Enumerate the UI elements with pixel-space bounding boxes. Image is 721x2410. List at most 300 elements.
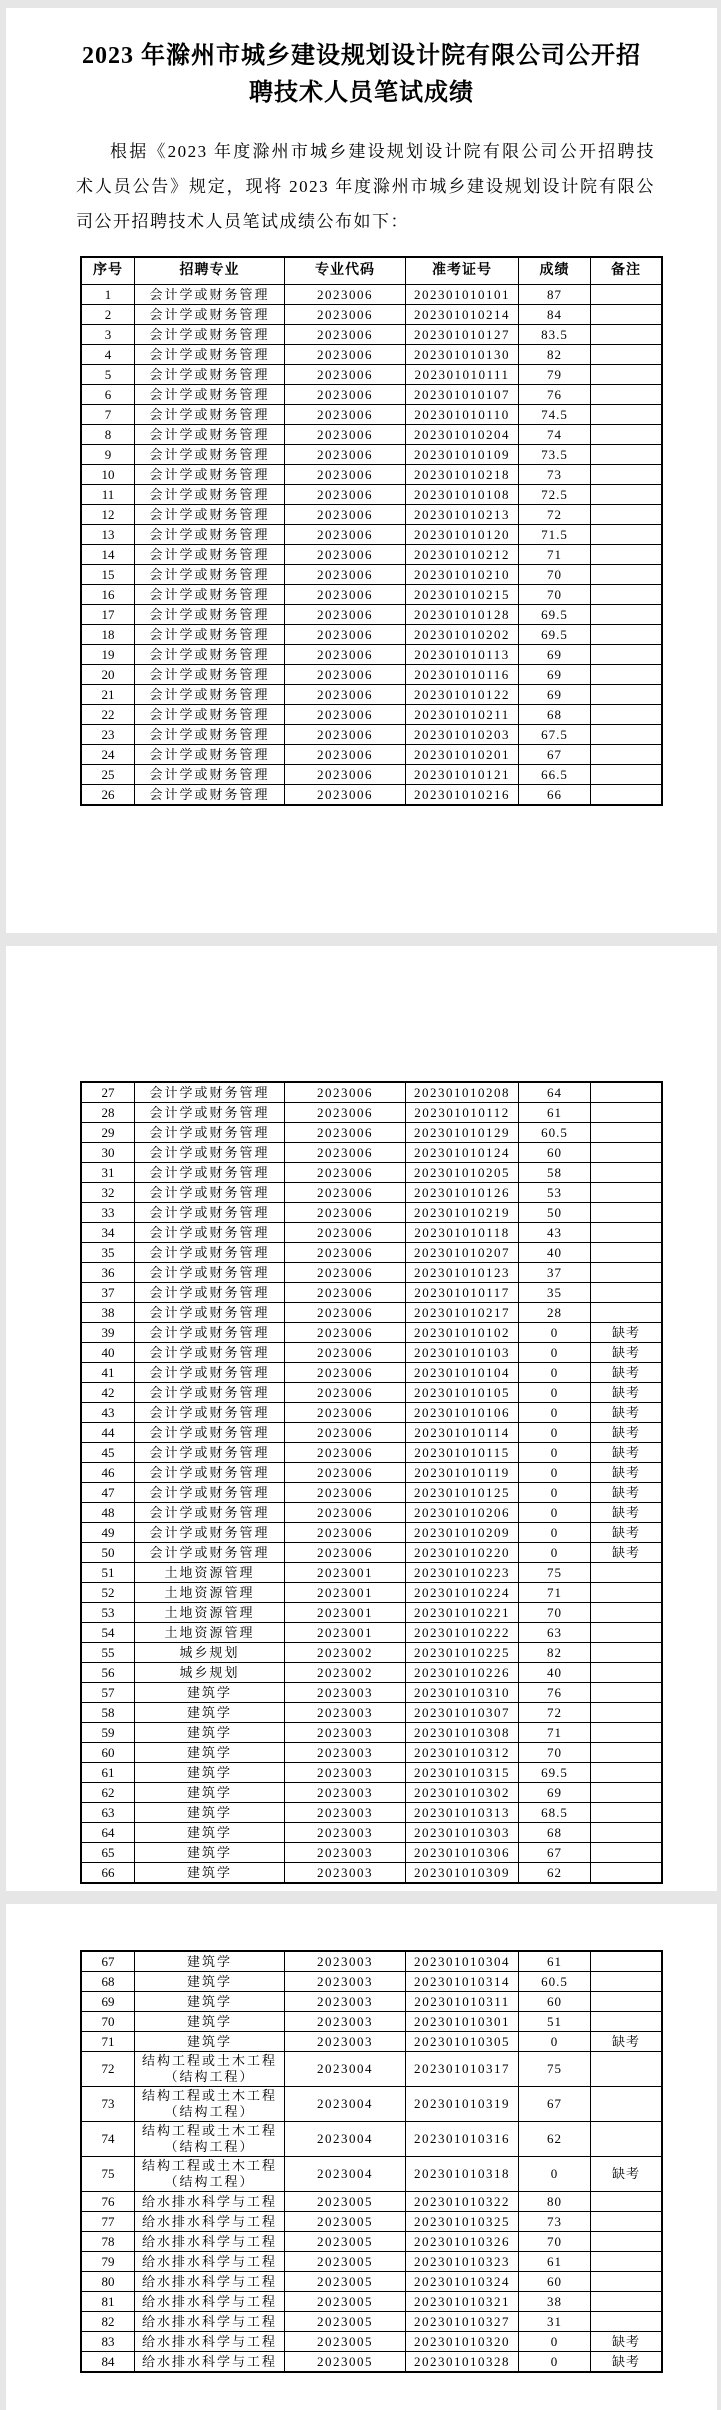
table-cell: 缺考	[591, 1323, 663, 1343]
table-cell: 202301010101	[406, 285, 519, 305]
document-page-1	[6, 8, 717, 933]
table-cell: 会计学或财务管理	[135, 1223, 285, 1243]
table-cell: 2023003	[285, 1683, 406, 1703]
table-cell: 会计学或财务管理	[135, 545, 285, 565]
table-cell: 会计学或财务管理	[135, 1103, 285, 1123]
document-title: 2023 年滁州市城乡建设规划设计院有限公司公开招聘技术人员笔试成绩	[82, 43, 641, 106]
table-cell	[591, 1663, 663, 1683]
table-cell: 2023006	[285, 525, 406, 545]
table-cell: 2023005	[285, 2352, 406, 2373]
table-cell: 42	[81, 1383, 135, 1403]
table-cell: 84	[81, 2352, 135, 2373]
table-cell: 202301010312	[406, 1743, 519, 1763]
table-cell: 0	[519, 2157, 591, 2192]
table-cell: 建筑学	[135, 2032, 285, 2052]
table-cell: 63	[519, 1623, 591, 1643]
table-row	[81, 625, 662, 645]
table-cell	[591, 1183, 663, 1203]
table-cell: 0	[519, 2032, 591, 2052]
table-cell: 会计学或财务管理	[135, 1183, 285, 1203]
table-row	[81, 785, 662, 806]
table-row	[81, 1763, 662, 1783]
table-cell: 2023006	[285, 1343, 406, 1363]
table-cell: 2023003	[285, 1803, 406, 1823]
table-cell: 会计学或财务管理	[135, 1523, 285, 1543]
table-cell: 会计学或财务管理	[135, 1303, 285, 1323]
table-cell: 202301010116	[406, 665, 519, 685]
table-cell	[591, 1703, 663, 1723]
table-row	[81, 1951, 662, 1972]
table-cell: 78	[81, 2232, 135, 2252]
table-cell: 0	[519, 1463, 591, 1483]
table-cell: 14	[81, 545, 135, 565]
table-cell	[591, 1143, 663, 1163]
table-cell: 结构工程或土木工程（结构工程）	[135, 2087, 285, 2122]
table-cell: 2023004	[285, 2087, 406, 2122]
table-cell: 60.5	[519, 1972, 591, 1992]
table-row	[81, 1683, 662, 1703]
table-cell: 27	[81, 1082, 135, 1103]
table-cell: 0	[519, 1343, 591, 1363]
table-cell: 77	[81, 2212, 135, 2232]
table-cell: 202301010103	[406, 1343, 519, 1363]
table-cell: 0	[519, 1363, 591, 1383]
scores-table-page-1	[80, 256, 663, 806]
table-cell: 202301010310	[406, 1683, 519, 1703]
table-cell	[591, 1223, 663, 1243]
table-cell	[591, 565, 663, 585]
table-header-row	[81, 257, 662, 285]
table-row	[81, 565, 662, 585]
table-cell: 2023001	[285, 1583, 406, 1603]
table-cell: 2023006	[285, 465, 406, 485]
table-cell: 土地资源管理	[135, 1603, 285, 1623]
table-cell: 202301010129	[406, 1123, 519, 1143]
table-cell: 70	[519, 2232, 591, 2252]
table-row	[81, 1463, 662, 1483]
table-row	[81, 1263, 662, 1283]
page-gap	[0, 1891, 721, 1904]
table-cell: 会计学或财务管理	[135, 1163, 285, 1183]
table-cell: 2023006	[285, 1443, 406, 1463]
table-row	[81, 2052, 662, 2087]
table-cell: 建筑学	[135, 1843, 285, 1863]
table-cell: 土地资源管理	[135, 1563, 285, 1583]
table-cell: 4	[81, 345, 135, 365]
table-cell: 67	[519, 1843, 591, 1863]
table-cell: 60	[519, 1992, 591, 2012]
table-cell: 给水排水科学与工程	[135, 2272, 285, 2292]
table-cell: 202301010322	[406, 2192, 519, 2212]
table-cell: 会计学或财务管理	[135, 1203, 285, 1223]
table-row	[81, 605, 662, 625]
table-cell: 202301010111	[406, 365, 519, 385]
table-cell: 32	[81, 1183, 135, 1203]
table-cell: 会计学或财务管理	[135, 765, 285, 785]
table-cell	[591, 2122, 663, 2157]
table-cell	[591, 645, 663, 665]
table-cell: 51	[519, 2012, 591, 2032]
table-cell: 28	[519, 1303, 591, 1323]
table-cell: 64	[519, 1082, 591, 1103]
table-cell: 202301010121	[406, 765, 519, 785]
table-cell	[591, 1723, 663, 1743]
table-cell: 2023006	[285, 765, 406, 785]
table-row	[81, 385, 662, 405]
table-cell: 缺考	[591, 1343, 663, 1363]
table-cell: 2	[81, 305, 135, 325]
table-cell: 58	[519, 1163, 591, 1183]
table-cell: 202301010303	[406, 1823, 519, 1843]
table-cell: 202301010328	[406, 2352, 519, 2373]
table-cell: 会计学或财务管理	[135, 1143, 285, 1163]
table-row	[81, 1743, 662, 1763]
table-cell: 缺考	[591, 1523, 663, 1543]
table-cell	[591, 2087, 663, 2122]
table-cell	[591, 385, 663, 405]
table-cell: 建筑学	[135, 1683, 285, 1703]
table-cell: 2023003	[285, 1992, 406, 2012]
table-row	[81, 2312, 662, 2332]
table-cell	[591, 1951, 663, 1972]
table-cell: 60.5	[519, 1123, 591, 1143]
table-cell: 给水排水科学与工程	[135, 2352, 285, 2373]
table-row	[81, 305, 662, 325]
table-cell: 会计学或财务管理	[135, 305, 285, 325]
table-cell: 0	[519, 1323, 591, 1343]
table-cell: 2023006	[285, 665, 406, 685]
table-cell	[591, 785, 663, 806]
table-cell: 71	[519, 1583, 591, 1603]
table-cell: 2023006	[285, 405, 406, 425]
table-cell: 61	[519, 1951, 591, 1972]
table-cell: 建筑学	[135, 1763, 285, 1783]
table-cell: 202301010220	[406, 1543, 519, 1563]
table-cell	[591, 1843, 663, 1863]
table-cell: 71	[519, 1723, 591, 1743]
table-cell: 69.5	[519, 605, 591, 625]
table-cell: 37	[81, 1283, 135, 1303]
table-cell: 69	[519, 1783, 591, 1803]
table-row	[81, 665, 662, 685]
table-cell: 31	[81, 1163, 135, 1183]
table-cell: 202301010203	[406, 725, 519, 745]
table-cell: 给水排水科学与工程	[135, 2332, 285, 2352]
table-cell: 18	[81, 625, 135, 645]
table-cell: 202301010124	[406, 1143, 519, 1163]
table-cell	[591, 525, 663, 545]
table-cell: 会计学或财务管理	[135, 585, 285, 605]
viewer-top-margin	[0, 0, 721, 8]
table-cell: 202301010106	[406, 1403, 519, 1423]
table-cell: 73.5	[519, 445, 591, 465]
table-cell: 67	[519, 745, 591, 765]
table-row	[81, 1343, 662, 1363]
table-cell: 2023005	[285, 2232, 406, 2252]
table-cell: 0	[519, 1483, 591, 1503]
table-cell: 34	[81, 1223, 135, 1243]
table-row	[81, 1803, 662, 1823]
table-cell: 38	[81, 1303, 135, 1323]
table-cell: 202301010207	[406, 1243, 519, 1263]
table-cell: 2023006	[285, 305, 406, 325]
table-cell: 75	[519, 1563, 591, 1583]
column-header: 招聘专业	[135, 257, 285, 285]
table-cell: 48	[81, 1503, 135, 1523]
table-row	[81, 2352, 662, 2373]
table-cell: 71.5	[519, 525, 591, 545]
table-cell: 2023001	[285, 1603, 406, 1623]
table-cell: 建筑学	[135, 1863, 285, 1884]
table-cell: 202301010112	[406, 1103, 519, 1123]
table-cell: 城乡规划	[135, 1643, 285, 1663]
table-row	[81, 1483, 662, 1503]
table-cell: 2023006	[285, 705, 406, 725]
table-cell: 10	[81, 465, 135, 485]
table-cell: 202301010127	[406, 325, 519, 345]
table-cell: 给水排水科学与工程	[135, 2192, 285, 2212]
table-cell: 2023006	[285, 445, 406, 465]
table-cell	[591, 725, 663, 745]
table-cell: 71	[519, 545, 591, 565]
table-cell: 202301010326	[406, 2232, 519, 2252]
table-row	[81, 1583, 662, 1603]
table-cell: 2023006	[285, 1423, 406, 1443]
table-cell: 23	[81, 725, 135, 745]
table-cell	[591, 625, 663, 645]
table-cell: 67	[81, 1951, 135, 1972]
table-cell	[591, 305, 663, 325]
table-cell: 2023006	[285, 1163, 406, 1183]
table-cell: 2023003	[285, 1723, 406, 1743]
table-cell: 76	[519, 385, 591, 405]
table-cell	[591, 1992, 663, 2012]
table-cell: 会计学或财务管理	[135, 1483, 285, 1503]
table-cell: 2023001	[285, 1623, 406, 1643]
table-cell: 202301010202	[406, 625, 519, 645]
document-page-3	[6, 1904, 717, 2410]
table-cell	[591, 285, 663, 305]
table-cell: 35	[519, 1283, 591, 1303]
column-header: 专业代码	[285, 257, 406, 285]
table-cell: 建筑学	[135, 1823, 285, 1843]
table-cell: 2023006	[285, 1143, 406, 1163]
table-cell: 2023006	[285, 605, 406, 625]
table-cell: 2023006	[285, 1503, 406, 1523]
table-cell: 73	[519, 465, 591, 485]
table-row	[81, 585, 662, 605]
column-header: 备注	[591, 257, 663, 285]
table-row	[81, 2032, 662, 2052]
table-cell: 81	[81, 2292, 135, 2312]
table-cell: 给水排水科学与工程	[135, 2232, 285, 2252]
table-cell: 2023006	[285, 285, 406, 305]
table-cell: 2023005	[285, 2292, 406, 2312]
table-cell	[591, 1603, 663, 1623]
table-cell	[591, 365, 663, 385]
table-cell: 会计学或财务管理	[135, 745, 285, 765]
table-cell: 会计学或财务管理	[135, 1443, 285, 1463]
table-cell: 2023006	[285, 505, 406, 525]
table-cell	[591, 705, 663, 725]
table-cell: 69	[519, 665, 591, 685]
table-row	[81, 365, 662, 385]
table-cell: 缺考	[591, 1483, 663, 1503]
table-cell	[591, 2232, 663, 2252]
table-row	[81, 1203, 662, 1223]
table-row	[81, 1523, 662, 1543]
table-cell: 2023006	[285, 1383, 406, 1403]
table-cell: 2023006	[285, 785, 406, 806]
table-cell	[591, 2292, 663, 2312]
table-cell: 城乡规划	[135, 1663, 285, 1683]
table-cell: 82	[519, 345, 591, 365]
table-row	[81, 485, 662, 505]
table-cell: 7	[81, 405, 135, 425]
table-cell: 55	[81, 1643, 135, 1663]
table-cell	[591, 1763, 663, 1783]
table-cell: 202301010105	[406, 1383, 519, 1403]
table-cell: 202301010309	[406, 1863, 519, 1884]
table-row	[81, 705, 662, 725]
table-cell: 12	[81, 505, 135, 525]
table-row	[81, 765, 662, 785]
table-cell: 会计学或财务管理	[135, 485, 285, 505]
table-cell: 2023006	[285, 1103, 406, 1123]
table-cell	[591, 2212, 663, 2232]
table-cell: 202301010125	[406, 1483, 519, 1503]
table-cell: 202301010222	[406, 1623, 519, 1643]
table-cell	[591, 2192, 663, 2212]
column-header: 序号	[81, 257, 135, 285]
table-cell: 202301010321	[406, 2292, 519, 2312]
table-cell: 50	[81, 1543, 135, 1563]
table-cell: 83	[81, 2332, 135, 2352]
table-cell: 2023005	[285, 2252, 406, 2272]
table-row	[81, 1503, 662, 1523]
table-cell	[591, 1243, 663, 1263]
table-cell: 69	[519, 645, 591, 665]
table-cell	[591, 325, 663, 345]
table-cell	[591, 405, 663, 425]
table-row	[81, 2012, 662, 2032]
table-cell: 64	[81, 1823, 135, 1843]
table-cell: 73	[81, 2087, 135, 2122]
table-cell: 建筑学	[135, 1992, 285, 2012]
table-cell: 62	[519, 2122, 591, 2157]
table-cell: 建筑学	[135, 2012, 285, 2032]
table-row	[81, 1363, 662, 1383]
table-cell: 给水排水科学与工程	[135, 2212, 285, 2232]
intro-paragraph: 根据《2023 年度滁州市城乡建设规划设计院有限公司公开招聘技术人员公告》规定，现将 2023 年度滁州市城乡建设规划设计院有限公司公开招聘技术人员笔试成绩公布如下：	[76, 142, 655, 231]
table-cell: 84	[519, 305, 591, 325]
table-cell: 56	[81, 1663, 135, 1683]
table-cell: 51	[81, 1563, 135, 1583]
table-row	[81, 2087, 662, 2122]
table-cell: 75	[81, 2157, 135, 2192]
table-cell: 2023003	[285, 1843, 406, 1863]
table-cell: 202301010114	[406, 1423, 519, 1443]
table-cell: 202301010209	[406, 1523, 519, 1543]
table-cell: 2023005	[285, 2312, 406, 2332]
table-cell: 69	[519, 685, 591, 705]
table-cell: 202301010306	[406, 1843, 519, 1863]
table-cell	[591, 1863, 663, 1884]
table-cell: 2023003	[285, 2032, 406, 2052]
table-cell: 202301010128	[406, 605, 519, 625]
table-cell: 62	[519, 1863, 591, 1884]
table-cell: 缺考	[591, 1383, 663, 1403]
table-cell: 202301010130	[406, 345, 519, 365]
table-cell: 66.5	[519, 765, 591, 785]
table-cell: 202301010223	[406, 1563, 519, 1583]
table-cell: 2023006	[285, 1243, 406, 1263]
table-row	[81, 2212, 662, 2232]
table-cell: 202301010123	[406, 1263, 519, 1283]
table-cell: 会计学或财务管理	[135, 1263, 285, 1283]
table-cell	[591, 1583, 663, 1603]
column-header: 成绩	[519, 257, 591, 285]
table-cell: 2023006	[285, 345, 406, 365]
table-cell: 202301010314	[406, 1972, 519, 1992]
table-cell: 16	[81, 585, 135, 605]
table-cell: 0	[519, 1383, 591, 1403]
column-header: 准考证号	[406, 257, 519, 285]
table-cell: 202301010319	[406, 2087, 519, 2122]
table-cell: 0	[519, 1403, 591, 1423]
table-cell: 69	[81, 1992, 135, 2012]
table-cell: 会计学或财务管理	[135, 525, 285, 545]
table-row	[81, 745, 662, 765]
table-cell: 2023006	[285, 1483, 406, 1503]
table-cell: 2023002	[285, 1643, 406, 1663]
table-row	[81, 2122, 662, 2157]
table-cell: 缺考	[591, 2157, 663, 2192]
table-cell: 202301010218	[406, 465, 519, 485]
table-cell	[591, 2312, 663, 2332]
table-cell: 202301010313	[406, 1803, 519, 1823]
table-cell: 58	[81, 1703, 135, 1723]
table-cell	[591, 1263, 663, 1283]
table-cell: 会计学或财务管理	[135, 1283, 285, 1303]
table-cell: 202301010119	[406, 1463, 519, 1483]
table-row	[81, 2292, 662, 2312]
table-cell: 20	[81, 665, 135, 685]
table-cell	[591, 2272, 663, 2292]
table-row	[81, 1383, 662, 1403]
table-cell: 202301010211	[406, 705, 519, 725]
table-cell: 80	[81, 2272, 135, 2292]
table-cell: 82	[519, 1643, 591, 1663]
table-cell	[591, 345, 663, 365]
table-row	[81, 1663, 662, 1683]
table-cell: 会计学或财务管理	[135, 1403, 285, 1423]
table-cell: 202301010325	[406, 2212, 519, 2232]
table-cell: 202301010302	[406, 1783, 519, 1803]
table-cell: 2023006	[285, 365, 406, 385]
table-cell: 202301010215	[406, 585, 519, 605]
table-cell: 结构工程或土木工程（结构工程）	[135, 2122, 285, 2157]
table-cell: 60	[519, 2272, 591, 2292]
table-row	[81, 1992, 662, 2012]
table-cell	[591, 765, 663, 785]
table-cell: 46	[81, 1463, 135, 1483]
table-cell: 2023006	[285, 325, 406, 345]
table-cell: 76	[81, 2192, 135, 2212]
table-cell: 15	[81, 565, 135, 585]
table-cell: 建筑学	[135, 1972, 285, 1992]
table-cell: 会计学或财务管理	[135, 685, 285, 705]
